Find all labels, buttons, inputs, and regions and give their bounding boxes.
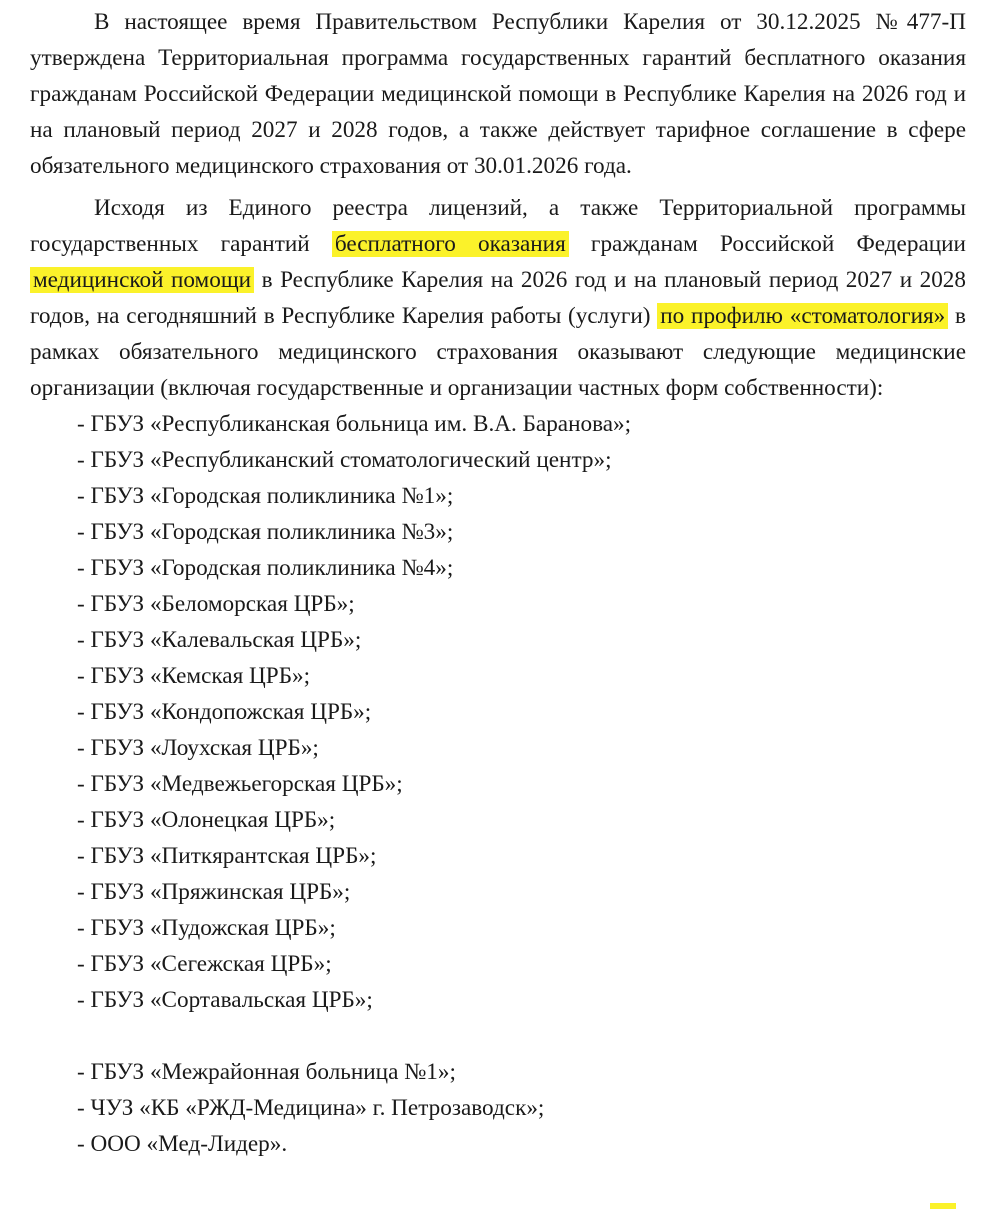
- highlight-dentistry-profile: по профилю «стоматология»: [657, 303, 948, 329]
- list-item: - ГБУЗ «Калевальская ЦРБ»;: [77, 627, 362, 653]
- list-item: - ГБУЗ «Лоухская ЦРБ»;: [77, 735, 319, 761]
- highlight-free-provision: бесплатного оказания: [332, 231, 569, 257]
- paragraph-text-segment: Исходя из Единого реестра лицензий, а также Территориальной программы государственных гарантий: [30, 195, 966, 257]
- paragraph-program-approval: В настоящее время Правительством Республики Карелия от 30.12.2025 №477-П утверждена Территориальная программа государственных гарантий бесплатного оказания гражданам Российской Федерации медицинской помощи в Республике Карелия на 2026 год и на плановый период 2027 и 2028 годов, а также действует тарифное соглашение в сфере обязательного медицинского страхования от 30.01.2026 года.: [30, 9, 966, 179]
- list-item: - ГБУЗ «Сортавальская ЦРБ»;: [77, 987, 373, 1013]
- list-item: - ГБУЗ «Городская поликлиника №4»;: [77, 555, 454, 581]
- paragraph-organizations-intro: [30, 190, 966, 406]
- list-item: - ГБУЗ «Республиканский стоматологический центр»;: [77, 447, 612, 473]
- highlight-mark-fragment: [930, 1203, 956, 1209]
- list-item: - ГБУЗ «Межрайонная больница №1»;: [77, 1059, 456, 1085]
- paragraph-text-segment: в рамках обязательного медицинского страхования оказывают следующие медицинские организации (включая государственные и организации частных форм собственности):: [30, 303, 966, 401]
- paragraph-text-segment: гражданам Российской Федерации: [568, 231, 966, 257]
- list-item: - ЧУЗ «КБ «РЖД-Медицина» г. Петрозаводск»;: [77, 1095, 545, 1121]
- highlight-medical-care: медицинской помощи: [30, 267, 254, 293]
- list-item: - ООО «Мед-Лидер».: [77, 1131, 288, 1157]
- list-item: - ГБУЗ «Медвежьегорская ЦРБ»;: [77, 771, 403, 797]
- list-item: - ГБУЗ «Городская поликлиника №3»;: [77, 519, 454, 545]
- list-item: - ГБУЗ «Сегежская ЦРБ»;: [77, 951, 332, 977]
- list-item: - ГБУЗ «Пудожская ЦРБ»;: [77, 915, 336, 941]
- organization-list-continued: [30, 1054, 966, 1162]
- list-item: - ГБУЗ «Беломорская ЦРБ»;: [77, 591, 355, 617]
- organization-list: [30, 406, 966, 1018]
- list-item: - ГБУЗ «Питкярантская ЦРБ»;: [77, 843, 377, 869]
- list-item: - ГБУЗ «Пряжинская ЦРБ»;: [77, 879, 351, 905]
- paragraph-text-segment: в Республике Карелия на 2026 год и на плановый период 2027 и 2028 годов, на сегодняшний в Республике Карелия работы (услуги): [30, 267, 966, 329]
- list-item: - ГБУЗ «Кемская ЦРБ»;: [77, 663, 311, 689]
- list-item: - ГБУЗ «Кондопожская ЦРБ»;: [77, 699, 372, 725]
- list-item: - ГБУЗ «Олонецкая ЦРБ»;: [77, 807, 336, 833]
- document-page: [30, 4, 966, 1162]
- list-item: - ГБУЗ «Городская поликлиника №1»;: [77, 483, 454, 509]
- list-item: - ГБУЗ «Республиканская больница им. В.А. Баранова»;: [77, 411, 632, 437]
